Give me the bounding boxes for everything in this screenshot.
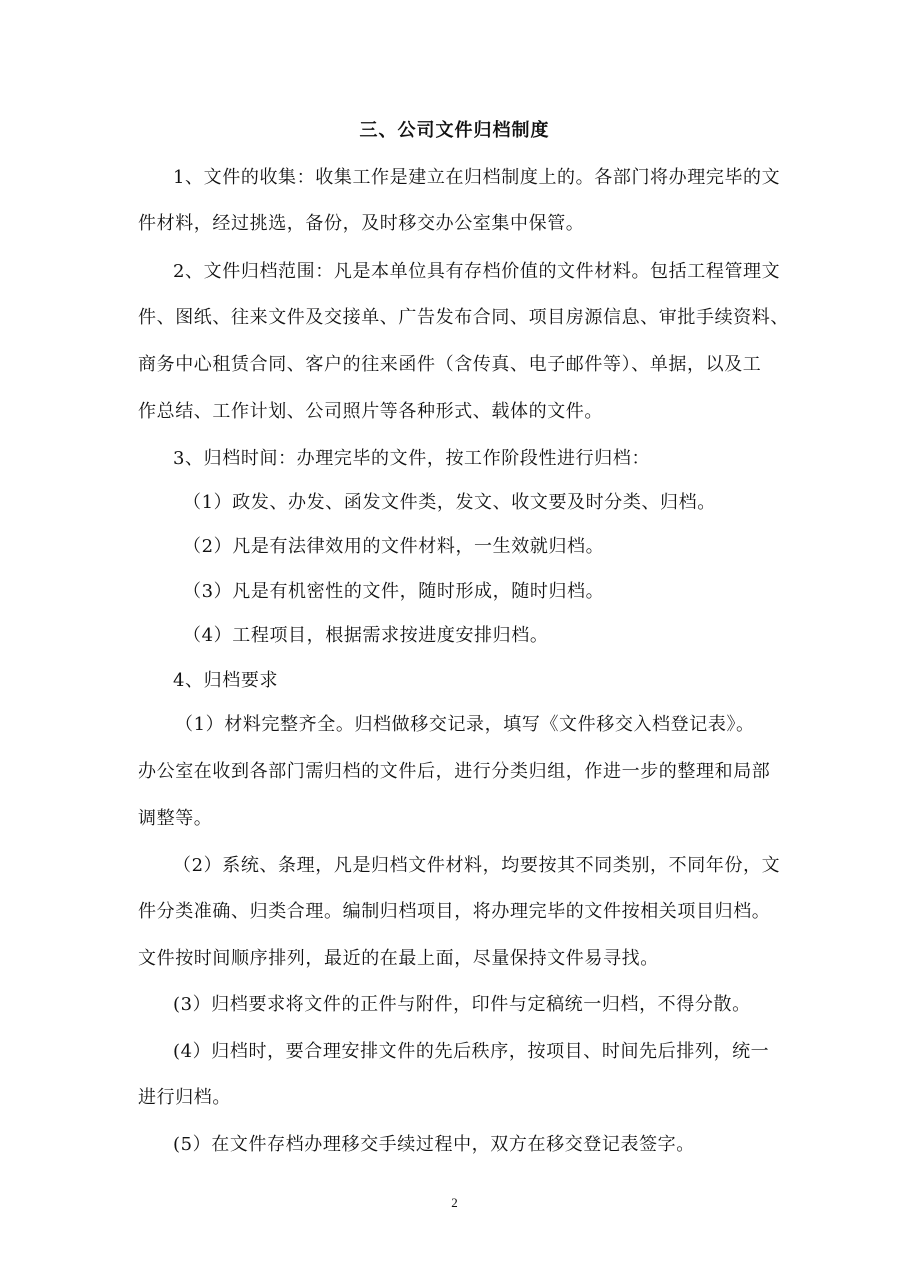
paragraph-line: 调整等。 bbox=[138, 808, 213, 829]
paragraph-line: （1）材料完整齐全。归档做移交记录，填写《文件移交入档登记表》。 bbox=[175, 714, 755, 735]
paragraph-line: 件、图纸、往来文件及交接单、广告发布合同、项目房源信息、审批手续资料、 bbox=[138, 307, 789, 328]
paragraph-line: (5）在文件存档办理移交手续过程中，双方在移交登记表签字。 bbox=[173, 1134, 695, 1155]
paragraph-line: (4）归档时，要合理安排文件的先后秩序，按项目、时间先后排列，统一 bbox=[173, 1041, 770, 1062]
paragraph-line: （2）凡是有法律效用的文件材料，一生效就归档。 bbox=[183, 536, 605, 557]
paragraph-line: （4）工程项目，根据需求按进度安排归档。 bbox=[183, 625, 549, 646]
paragraph-line: 3、归档时间：办理完毕的文件，按工作阶段性进行归档： bbox=[173, 448, 651, 469]
paragraph-line: （3）凡是有机密性的文件，随时形成，随时归档。 bbox=[183, 581, 605, 602]
paragraph-line: （2）系统、条理，凡是归档文件材料，均要按其不同类别，不同年份，文 bbox=[173, 855, 781, 876]
paragraph-line: 办公室在收到各部门需归档的文件后，进行分类归组，作进一步的整理和局部 bbox=[138, 761, 771, 782]
paragraph-line: 件分类准确、归类合理。编制归档项目，将办理完毕的文件按相关项目归档。 bbox=[138, 901, 771, 922]
paragraph-line: 商务中心租赁合同、客户的往来函件（含传真、电子邮件等）、单据，以及工 bbox=[138, 354, 762, 375]
paragraph-line: 件材料，经过挑选，备份，及时移交办公室集中保管。 bbox=[138, 213, 585, 234]
document-title: 三、公司文件归档制度 bbox=[359, 120, 550, 141]
paragraph-line: (3）归档要求将文件的正件与附件，印件与定稿统一归档，不得分散。 bbox=[173, 994, 751, 1015]
paragraph-line: （1）政发、办发、函发文件类，发文、收文要及时分类、归档。 bbox=[183, 492, 716, 513]
paragraph-line: 文件按时间顺序排列，最近的在最上面，尽量保持文件易寻找。 bbox=[138, 948, 659, 969]
paragraph-line: 1、文件的收集：收集工作是建立在归档制度上的。各部门将办理完毕的文 bbox=[173, 167, 781, 188]
paragraph-line: 进行归档。 bbox=[138, 1087, 231, 1108]
paragraph-line: 作总结、工作计划、公司照片等各种形式、载体的文件。 bbox=[138, 401, 603, 422]
paragraph-line: 4、归档要求 bbox=[173, 670, 279, 691]
paragraph-line: 2、文件归档范围：凡是本单位具有存档价值的文件材料。包括工程管理文 bbox=[173, 261, 781, 282]
page-number: 2 bbox=[451, 1195, 458, 1210]
